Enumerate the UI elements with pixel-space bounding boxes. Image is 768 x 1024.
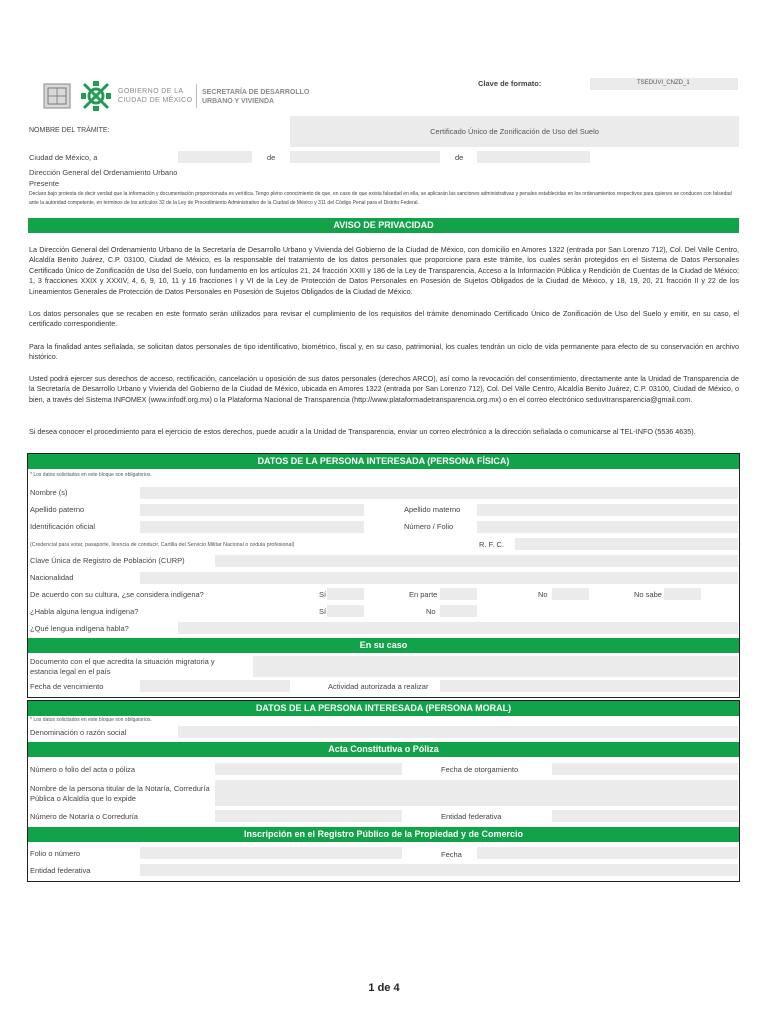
nombre-field[interactable] — [140, 487, 738, 499]
numero-acta-label: Número o folio del acta o póliza — [30, 765, 136, 774]
denominacion-label: Denominación o razón social — [30, 728, 127, 737]
identificacion-label: Identificación oficial — [30, 522, 96, 531]
moral-mandatory-note: * Los datos solicitados en este bloque son obligatorios. — [30, 717, 152, 723]
actividad-label: Actividad autorizada a realizar — [328, 682, 429, 691]
lengua-question: ¿Habla alguna lengua indígena? — [30, 607, 139, 616]
lengua-si-label: Sí — [319, 607, 327, 616]
nombre-label: Nombre (s) — [30, 488, 68, 497]
privacy-paragraph-1: La Dirección General del Ordenamiento Urbano de la Secretaría de Desarrollo Urbano y Vivienda del Gobierno de la Ciudad de México, con domicilio en Amores 1322 (entrada por San Lorenzo 712), Col. Del Valle Centro, Alcaldía Benito Juárez, C.P. 03100, Ciudad de México, es la responsable del tratamiento de los datos personales que proporcione para este trámite, los cuales serán protegidos en el Sistema de Datos Personales Certificado Único de Zonificación de Uso del Suelo, con fundamento en los artículos 21, 24 fracción XXIII y 186 de la Ley de Transparencia, Acceso a la Información Pública y Rendición de Cuentas de la Ciudad de México; 1, 3 fracciones XXIX y XXXIV, 4, 6, 9, 10, 11 y 16 fracciones I y VI de la Ley de Protección de Datos Personales en Posesión de Sujetos Obligados de la Ciudad de México, y 18, 19, 20, 21 fracción II y 22 de los Lineamientos Generales de Protección de Datos Personales en Posesión de Sujetos Obligados de la Ciudad de México. — [29, 245, 739, 296]
en-su-caso-title: En su caso — [28, 638, 739, 653]
que-lengua-label: ¿Qué lengua indígena habla? — [30, 624, 129, 633]
persona-fisica-title: DATOS DE LA PERSONA INTERESADA (PERSONA FÍSICA) — [28, 454, 739, 469]
apellido-materno-field[interactable] — [477, 504, 738, 516]
de-label-2: de — [455, 153, 464, 162]
privacy-paragraph-3: Para la finalidad antes señalada, se solicitan datos personales de tipo identificativo, biométrico, fiscal y, en su caso, patrimonial, los cuales tendrán un ciclo de vida permanente para efecto de su conservación en archivo histórico. — [29, 342, 739, 362]
actividad-field[interactable] — [440, 680, 738, 692]
tramite-value: Certificado Único de Zonificación de Uso del Suelo — [430, 127, 599, 136]
indigena-en-parte-checkbox[interactable] — [440, 588, 477, 600]
numero-folio-field[interactable] — [477, 521, 738, 533]
year-field[interactable] — [477, 151, 590, 163]
rfc-label: R. F. C. — [479, 540, 505, 549]
addressee-line-2: Presente — [29, 179, 60, 188]
logo-divider — [196, 84, 197, 108]
department-name — [202, 88, 309, 106]
tramite-label: NOMBRE DEL TRÁMITE: — [29, 127, 110, 134]
format-key-label: Clave de formato: — [478, 79, 542, 88]
privacy-title: AVISO DE PRIVACIDAD — [28, 218, 739, 233]
lengua-no-label: No — [426, 607, 436, 616]
privacy-paragraph-5: Si desea conocer el procedimiento para el ejercicio de estos derechos, puede acudir a la Unidad de Transparencia, enviar un correo electrónico a la dirección señalada o comunicarse al TEL-INFO (5536 4635). — [29, 427, 696, 436]
day-field[interactable] — [178, 151, 252, 163]
entidad-label: Entidad federativa — [441, 812, 502, 821]
denominacion-field[interactable] — [178, 726, 738, 738]
indigena-no-sabe-label: No sabe — [634, 590, 662, 599]
vencimiento-label: Fecha de vencimiento — [30, 682, 104, 691]
indigena-question: De acuerdo con su cultura, ¿se considera indígena? — [30, 590, 204, 599]
folio-field[interactable] — [140, 847, 402, 859]
fecha-label: Fecha — [441, 850, 462, 859]
indigena-en-parte-label: En parte — [409, 590, 438, 599]
lengua-si-checkbox[interactable] — [327, 605, 364, 617]
credencial-note: (Credencial para votar, pasaporte, licencia de conducir, Cartilla del Servicio Militar Nacional o cedula profesional) — [30, 542, 295, 548]
fecha-field[interactable] — [477, 847, 738, 859]
nacionalidad-label: Nacionalidad — [30, 573, 74, 582]
de-label-1: de — [267, 153, 276, 162]
entidad-2-field[interactable] — [140, 864, 738, 876]
indigena-si-checkbox[interactable] — [327, 588, 364, 600]
cdmx-shield-logo — [42, 82, 72, 110]
dept-line-1: SECRETARÍA DE DESARROLLO — [202, 89, 310, 96]
indigena-no-checkbox[interactable] — [552, 588, 589, 600]
gobierno-cdmx-logo-icon — [80, 80, 112, 112]
apellido-paterno-field[interactable] — [140, 504, 364, 516]
acta-title: Acta Constitutiva o Póliza — [28, 742, 739, 757]
registro-title: Inscripción en el Registro Público de la Propiedad y de Comercio — [28, 827, 739, 842]
documento-field[interactable] — [253, 656, 738, 677]
indigena-no-label: No — [538, 590, 548, 599]
logo-line-1: GOBIERNO DE LA — [118, 88, 184, 95]
numero-folio-label: Número / Folio — [404, 522, 454, 531]
indigena-si-label: Sí — [319, 590, 327, 599]
numero-notaria-field[interactable] — [215, 810, 402, 822]
declaration-text: Declaro bajo protesta de decir verdad que la información y documentación proporcionada es verídica. Tengo pleno conocimiento de que, en caso de que exista falsedad en ella, se aplicarán las sanciones administrativas y penales establecidas en los ordenamientos respectivos para quienes se conducen con falsedad ante la autoridad competente, en terminos de los artículos 32 de la Ley de Procedimiento Administrativo de la Ciudad de México y 311 del Código Penal para el Distrito Federal. — [29, 191, 732, 206]
vencimiento-field[interactable] — [140, 680, 290, 692]
titular-field[interactable] — [215, 780, 738, 806]
titular-label: Nombre de la persona titular de la Notaría, Correduría Pública o Alcaldía que lo expide — [30, 784, 210, 803]
format-key-value: TSEDUVI_CNZD_1 — [637, 80, 690, 86]
identificacion-field[interactable] — [140, 521, 364, 533]
entidad-field[interactable] — [552, 810, 738, 822]
logo-line-2: CIUDAD DE MÉXICO — [118, 97, 193, 104]
curp-label: Clave Única de Registro de Población (CURP) — [30, 556, 185, 565]
entidad-2-label: Entidad federativa — [30, 866, 91, 875]
rfc-field[interactable] — [515, 538, 738, 550]
lengua-no-checkbox[interactable] — [440, 605, 477, 617]
folio-label: Folio o número — [30, 849, 81, 858]
apellido-materno-label: Apellido materno — [404, 505, 461, 514]
privacy-paragraph-2: Los datos personales que se recaben en este formato serán utilizados para revisar el cumplimiento de los requisitos del trámite denominado Certificado Único de Zonificación de Uso del Suelo y emitir, en su caso, el certificado correspondiente. — [29, 309, 739, 329]
dept-line-2: URBANO Y VIVIENDA — [202, 98, 275, 105]
indigena-no-sabe-checkbox[interactable] — [664, 588, 701, 600]
fisica-mandatory-note: * Los datos solicitados en este bloque son obligatorios. — [30, 472, 152, 478]
fecha-otorgamiento-label: Fecha de otorgamiento — [441, 765, 519, 774]
page-number: 1 de 4 — [368, 982, 400, 994]
numero-notaria-label: Número de Notaría o Correduría — [30, 812, 138, 821]
numero-acta-field[interactable] — [215, 763, 402, 775]
documento-label: Documento con el que acredita la situación migratoria y estancia legal en el país — [30, 657, 215, 676]
apellido-paterno-label: Apellido paterno — [30, 505, 85, 514]
city-label: Ciudad de México, a — [29, 153, 98, 162]
que-lengua-field[interactable] — [178, 622, 738, 634]
logo-text — [118, 87, 192, 105]
nacionalidad-field[interactable] — [140, 572, 738, 584]
persona-moral-title: DATOS DE LA PERSONA INTERESADA (PERSONA MORAL) — [28, 701, 739, 716]
privacy-paragraph-4: Usted podrá ejercer sus derechos de acceso, rectificación, cancelación u oposición de sus datos personales (derechos ARCO), así como la revocación del consentimiento, directamente ante la Unidad de Transparencia de la Secretaría de Desarrollo Urbano y Vivienda del Gobierno de la Ciudad de México, ubicada en Amores 1322 (entrada por San Lorenzo 712), Col. Del Valle Centro, Alcaldía Benito Juárez, C.P. 03100, Ciudad de México, o bien, a través del Sistema INFOMEX (www.infodf.org.mx) o la Plataforma Nacional de Transparencia (http://www.plataformadetransparencia.org.mx) o en el correo electrónico seduvitransparencia@gmail.com. — [29, 374, 739, 404]
month-field[interactable] — [290, 151, 440, 163]
fecha-otorgamiento-field[interactable] — [552, 763, 738, 775]
addressee-line-1: Dirección General del Ordenamiento Urbano — [29, 168, 178, 177]
curp-field[interactable] — [215, 555, 738, 567]
